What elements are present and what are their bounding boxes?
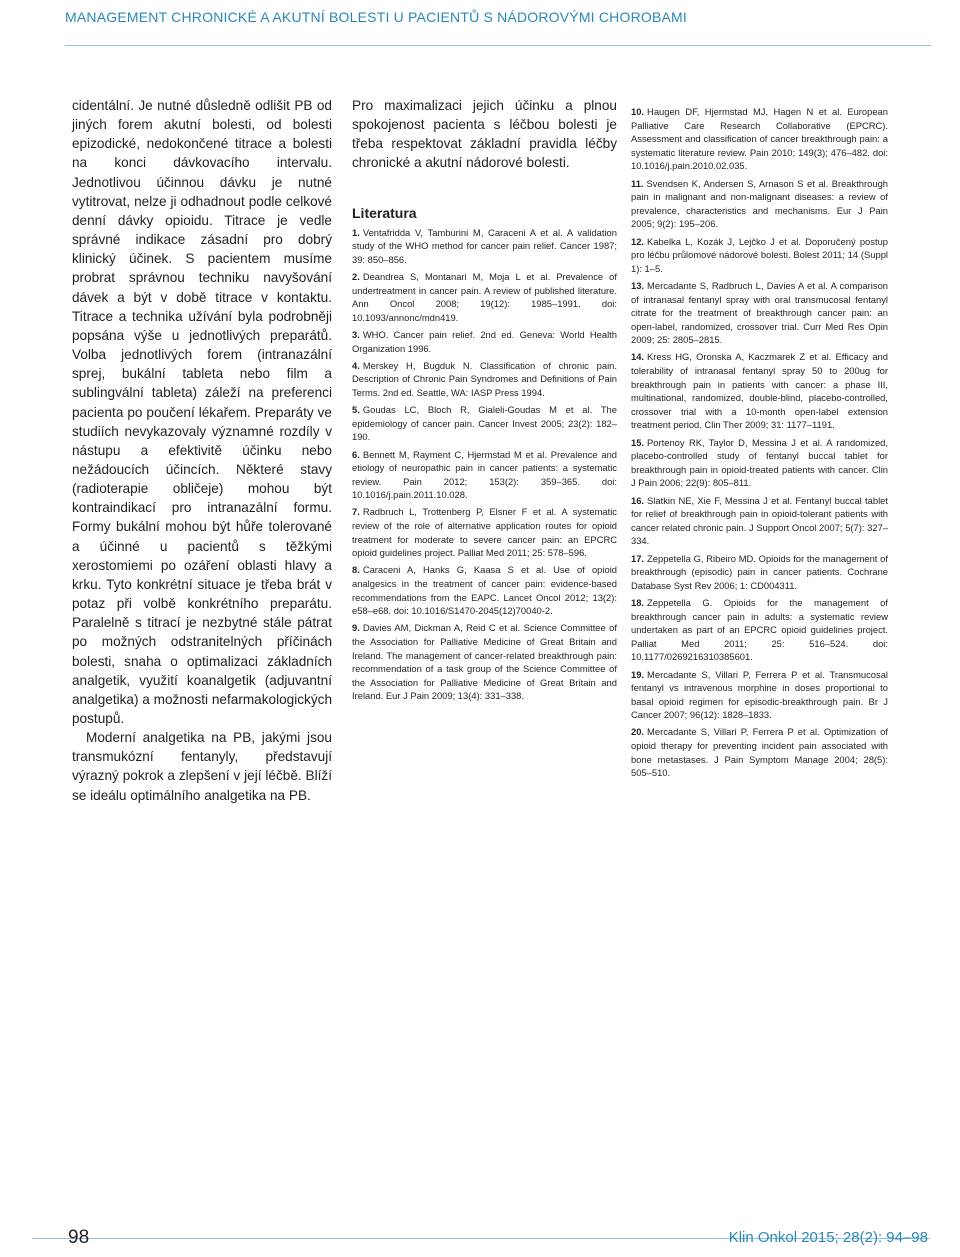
- reference-text: Bennett M, Rayment C, Hjermstad M et al. Prevalence and etiology of neuropathic pain in cancer patients: a systematic review. Pain 2012; 153(2): 359–365. doi: 10.1016/j.pain.2011.10.028.: [352, 448, 617, 501]
- reference-item: [352, 359, 617, 400]
- reference-item: [631, 725, 888, 779]
- reference-item: [631, 668, 888, 722]
- reference-number: 18.: [631, 596, 645, 608]
- reference-text: Slatkin NE, Xie F, Messina J et al. Fentanyl buccal tablet for relief of breakthrough pain in opioid-tolerant patients with cancer related chronic pain. J Support Oncol 2007; 5(7): 327–334.: [631, 494, 888, 547]
- reference-item: [631, 350, 888, 432]
- header-divider: [65, 45, 931, 46]
- reference-text: Mercadante S, Villari P, Ferrera P et al. Transmucosal fentanyl vs intravenous morphine in doses proportional to basal opioid regimen for episodic-breakthrough pain. Br J Cancer 2007; 96(12): 1828–1833.: [631, 668, 888, 721]
- reference-item: [631, 494, 888, 548]
- reference-list: [352, 226, 617, 703]
- reference-number: 12.: [631, 235, 645, 247]
- reference-number: 8.: [352, 564, 360, 576]
- reference-text: Ventafridda V, Tamburini M, Caraceni A et al. A validation study of the WHO method for cancer pain relief. Cancer 1987; 39: 850–856.: [352, 226, 617, 265]
- reference-number: 6.: [352, 448, 360, 460]
- reference-text: Merskey H, Bugduk N. Classification of chronic pain. Description of Chronic Pain Syndromes and Definitions of Pain Terms. 2nd ed. Seattle, WA: IASP Press 1994.: [352, 359, 617, 398]
- reference-text: Svendsen K, Andersen S, Arnason S et al. Breakthrough pain in malignant and non-malignant diseases: a review of prevalence, characteristics and mechanisms. Eur J Pain 2005; 9(2): 195–206.: [631, 177, 888, 230]
- references-column-3: [631, 105, 888, 783]
- body-column-1: [72, 96, 332, 805]
- reference-item: [352, 226, 617, 267]
- reference-item: [352, 270, 617, 324]
- reference-text: Mercadante S, Radbruch L, Davies A et al. A comparison of intranasal fentanyl spray with oral transmucosal fentanyl citrate for the treatment of breakthrough cancer pain: an open-label, randomized, crossover trial. Curr Med Res Opin 2009; 25: 2805–2815.: [631, 279, 888, 346]
- reference-text: Davies AM, Dickman A, Reid C et al. Science Committee of the Association for Palliative Medicine of Great Britain and Ireland. The management of cancer-related breakthrough pain: recommendation of a task group of the Science Committee of the Association for Palliative Medicine of Great Britain and Ireland. Eur J Pain 2009; 13(4): 331–338.: [352, 622, 617, 702]
- page-number: 98: [68, 1227, 90, 1248]
- reference-number: 19.: [631, 668, 645, 680]
- reference-number: 7.: [352, 506, 360, 518]
- reference-text: Zeppetella G. Opioids for the management of breakthrough cancer pain in adults: a systematic review undertaken as part of an EPCRC opioid guidelines project. Palliat Med 2011; 25: 516–524. doi: 10.1177/0269216310385601.: [631, 596, 888, 663]
- reference-text: Deandrea S, Montanari M, Moja L et al. Prevalence of undertreatment in cancer pain. A review of published literature. Ann Oncol 2008; 19(12): 1985–1991. doi: 10.1093/annonc/mdn419.: [352, 271, 617, 323]
- reference-number: 9.: [352, 622, 360, 634]
- reference-text: Radbruch L, Trottenberg P, Elsner F et al. A systematic review of the role of alternative application routes for opioid treatment for moderate to severe cancer pain: an EPCRC opioid guidelines project. Palliat Med 2011; 25: 578–596.: [352, 506, 617, 559]
- reference-number: 15.: [631, 436, 645, 448]
- reference-item: [352, 621, 617, 703]
- body-paragraph: Pro maximalizaci jejich účinku a plnou spokojenost pacienta s léčbou bolesti je třeba respektovat základní pravidla léčby chronické a akutní nádorové bolesti.: [352, 98, 617, 171]
- reference-item: [352, 328, 617, 355]
- reference-number: 13.: [631, 279, 645, 291]
- body-paragraph: cidentální. Je nutné důsledně odlišit PB od jiných forem akutní bolesti, od bolesti epizodické, nedokončené titrace a bolesti na konci dávkovacího intervalu. Jednotlivou účinnou dávku je nutné vytitrovat, nelze ji odhadnout podle celkové denní dávky opioidu. Titrace je vedle správné indikace zásadní pro dobrý klinický účinek. S pacientem musíme probrat správnou techniku navyšování dávek a být v době titrace v kontaktu. Titrace a technika užívání byla podrobněji popsána výše u jednotlivých preparátů. Volba jednotlivých forem (intranazální sprej, bukální tableta nebo film a sublingvální tableta) záleží na preferenci pacienta po poučení lékařem. Preparáty ve studiích nevykazovaly významné rozdíly v nástupu a efektivitě účinku nebo nežádoucích účincích. Některé stavy (radioterapie obličeje) mohou být kontraindikací pro intranazální formu. Formy bukální mohou být hůře tolerované a účinné u pacientů s těžkými xerostomiemi po ozáření oblasti hlavy a krku. Tyto konkrétní situace je třeba brát v potaz při volbě konkrétního preparátu. Paralelně s titrací je nezbytné stále pátrat po možných odstranitelných příčinách bolesti, snaha o optimalizaci základních analgetik, využití koanalgetik (adjuvantní analgetika) a možnosti nefarmakologických postupů.: [72, 98, 332, 726]
- reference-number: 20.: [631, 726, 645, 738]
- reference-number: 11.: [631, 177, 644, 189]
- reference-text: Mercadante S, Villari P, Ferrera P et al. Optimization of opioid therapy for preventing incident pain associated with bone metastases. J Pain Symptom Manage 2004; 28(5): 505–510.: [631, 726, 888, 779]
- body-column-2: [352, 96, 617, 707]
- reference-text: Haugen DF, Hjermstad MJ, Hagen N et al. European Palliative Care Research Collaborative (EPCRC). Assessment and classification of cancer breakthrough pain: a systematic literature review. Pain 2010; 149(3); 476–482. doi: 10.1016/j.pain.2010.02.035.: [631, 106, 888, 172]
- reference-number: 3.: [352, 328, 360, 340]
- reference-text: Caraceni A, Hanks G, Kaasa S et al. Use of opioid analgesics in the treatment of cancer pain: evidence-based recommendations from the EAPC. Lancet Oncol 2012; 13(2): e58–e68. doi: 10.1016/S1470-2045(12)70040-2.: [352, 564, 617, 617]
- reference-item: [631, 235, 888, 276]
- reference-list: [631, 105, 888, 780]
- reference-item: [631, 436, 888, 490]
- reference-number: 10.: [631, 106, 645, 117]
- reference-item: [631, 177, 888, 231]
- reference-item: [631, 596, 888, 664]
- body-paragraph: Moderní analgetika na PB, jakými jsou transmukózní fentanyly, představují výrazný pokrok a zlepšení v její léčbě. Blíží se ideálu optimálního analgetika na PB.: [72, 730, 332, 803]
- running-header: MANAGEMENT CHRONICKÉ A AKUTNÍ BOLESTI U PACIENTŮ S NÁDOROVÝMI CHOROBAMI: [65, 9, 687, 25]
- reference-text: Kress HG, Oronska A, Kaczmarek Z et al. Efficacy and tolerability of intranasal fentanyl spray 50 to 200ug for breakthrough pain in patients with cancer: a phase III, multinational, randomized, double-blind, placebo-controlled, crossover trial with a 10-month open-label extension treatment period. Clin Ther 2009; 31: 1177–1191.: [631, 351, 888, 431]
- reference-number: 1.: [352, 226, 360, 238]
- reference-item: [631, 552, 888, 593]
- reference-number: 17.: [631, 552, 645, 564]
- reference-item: [352, 448, 617, 502]
- reference-item: [631, 279, 888, 347]
- reference-item: [352, 403, 617, 444]
- reference-item: [352, 505, 617, 559]
- reference-number: 2.: [352, 271, 360, 282]
- reference-number: 5.: [352, 404, 360, 416]
- reference-text: Portenoy RK, Taylor D, Messina J et al. A randomized, placebo-controlled study of fentanyl buccal tablet for breakthrough pain in opioid-treated patients with cancer. Clin J Pain 2006; 22(9): 805–811.: [631, 436, 888, 489]
- reference-item: [352, 563, 617, 617]
- reference-number: 14.: [631, 351, 645, 363]
- reference-item: [631, 105, 888, 173]
- journal-citation: Klin Onkol 2015; 28(2): 94–98: [728, 1229, 928, 1246]
- reference-number: 16.: [631, 494, 645, 506]
- reference-number: 4.: [352, 359, 360, 371]
- references-heading: Literatura: [352, 204, 417, 221]
- reference-text: Kabelka L, Kozák J, Lejčko J et al. Doporučený postup pro léčbu průlomové nádorové bolesti. Bolest 2011; 14 (Suppl 1): 1–5.: [631, 235, 888, 274]
- reference-text: WHO. Cancer pain relief. 2nd ed. Geneva: World Health Organization 1996.: [352, 328, 617, 354]
- reference-text: Goudas LC, Bloch R, Gialeli-Goudas M et al. The epidemiology of cancer pain. Cancer Invest 2005; 23(2): 182–190.: [352, 404, 617, 443]
- reference-text: Zeppetella G, Ribeiro MD. Opioids for the management of breakthrough (episodic) pain in cancer patients. Cochrane Database Syst Rev 2006; 1: CD004311.: [631, 552, 888, 591]
